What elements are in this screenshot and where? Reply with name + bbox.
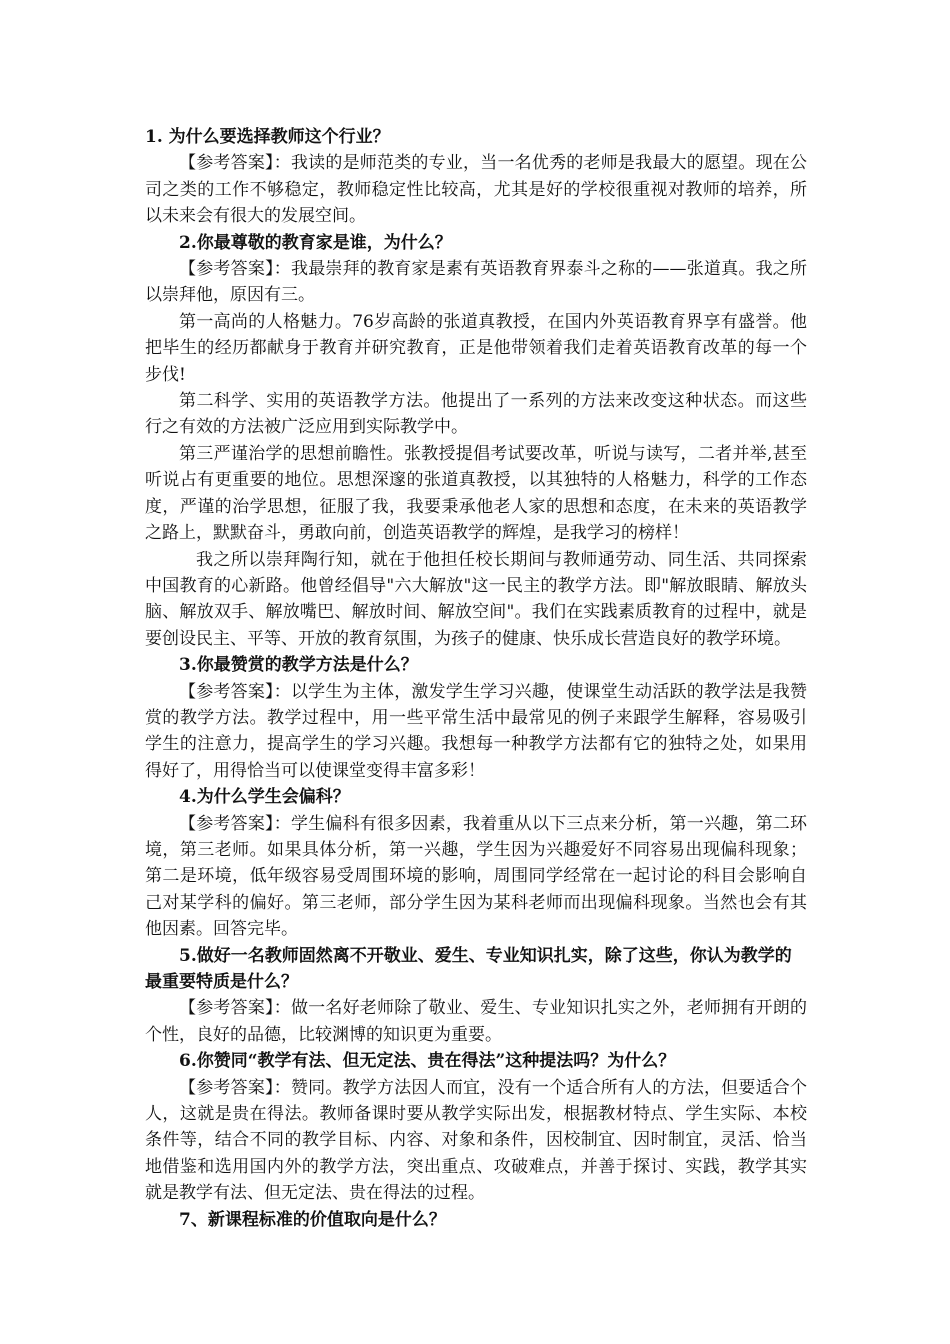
question-heading: 6.你赞同“教学有法、但无定法、贵在得法”这种提法吗？为什么？ [179, 1051, 676, 1072]
answer-paragraph: 第一高尚的人格魅力。76岁高龄的张道真教授，在国内外英语教育界享有盛誉。他把毕生的经历都献身于教育并研究教育，正是他带领着我们走着英语教育改革的每一个步伐! [145, 311, 807, 385]
question-heading: 3.你最赞赏的教学方法是什么？ [179, 655, 418, 676]
document-body [145, 124, 807, 1233]
answer-paragraph: 【参考答案】：我最崇拜的教育家是素有英语教育界泰斗之称的——张道真。我之所以崇拜他，原因有三。 [145, 259, 807, 306]
question-heading: 5.做好一名教师固然离不开敬业、爱生、专业知识扎实，除了这些，你认为教学的最重要特质是什么？ [145, 945, 792, 992]
question-heading: 1. 为什么要选择教师这个行业？ [145, 127, 390, 147]
question-heading: 4.为什么学生会偏科？ [179, 787, 350, 808]
answer-paragraph: 【参考答案】：学生偏科有很多因素，我着重从以下三点来分析，第一兴趣，第二环境，第三老师。如果具体分析，第一兴趣，学生因为兴趣爱好不同容易出现偏科现象；第二是环境，低年级容易受周围环境的影响，周围同学经常在一起讨论的科目会影响自己对某学科的偏好。第三老师，部分学生因为某科老师而出现偏科现象。当然也会有其他因素。回答完毕。 [145, 813, 807, 940]
question-heading: 7、新课程标准的价值取向是什么？ [179, 1209, 446, 1230]
answer-paragraph: 【参考答案】：赞同。教学方法因人而宜，没有一个适合所有人的方法，但要适合个人，这就是贵在得法。教师备课时要从教学实际出发，根据教材特点、学生实际、本校条件等，结合不同的教学目标、内容、对象和条件，因校制宜、因时制宜，灵活、恰当地借鉴和选用国内外的教学方法，突出重点、攻破难点，并善于探讨、实践，教学其实就是教学有法、但无定法、贵在得法的过程。 [145, 1077, 807, 1204]
answer-paragraph: 【参考答案】：以学生为主体，激发学生学习兴趣，使课堂生动活跃的教学法是我赞赏的教学方法。教学过程中，用一些平常生活中最常见的例子来跟学生解释，容易吸引学生的注意力，提高学生的学习兴趣。我想每一种教学方法都有它的独特之处，如果用得好了，用得恰当可以使课堂变得丰富多彩！ [145, 681, 807, 781]
answer-paragraph: 第二科学、实用的英语教学方法。他提出了一系列的方法来改变这种状态。而这些行之有效的方法被广泛应用到实际教学中。 [145, 391, 807, 438]
answer-paragraph: 第三严谨治学的思想前瞻性。张教授提倡考试要改革，听说与读写，二者并举,甚至听说占有更重要的地位。思想深邃的张道真教授，以其独特的人格魅力，科学的工作态度，严谨的治学思想，征服了我，我要秉承他老人家的思想和态度，在未来的英语教学之路上，默默奋斗，勇敢向前，创造英语教学的辉煌，是我学习的榜样！ [145, 443, 807, 544]
question-heading: 2.你最尊敬的教育家是谁，为什么？ [179, 232, 452, 253]
answer-paragraph: 【参考答案】：我读的是师范类的专业，当一名优秀的老师是我最大的愿望。现在公司之类的工作不够稳定，教师稳定性比较高，尤其是好的学校很重视对教师的培养，所以未来会有很大的发展空间。 [145, 153, 807, 227]
answer-paragraph: 我之所以崇拜陶行知，就在于他担任校长期间与教师通劳动、同生活、共同探索中国教育的心新路。他曾经倡导"六大解放"这一民主的教学方法。即"解放眼睛、解放头脑、解放双手、解放嘴巴、解放时间、解放空间"。我们在实践素质教育的过程中，就是要创设民主、平等、开放的教育氛围，为孩子的健康、快乐成长营造良好的教学环境。 [145, 549, 807, 649]
answer-paragraph: 【参考答案】：做一名好老师除了敬业、爱生、专业知识扎实之外，老师拥有开朗的个性，良好的品德，比较渊博的知识更为重要。 [145, 998, 807, 1045]
